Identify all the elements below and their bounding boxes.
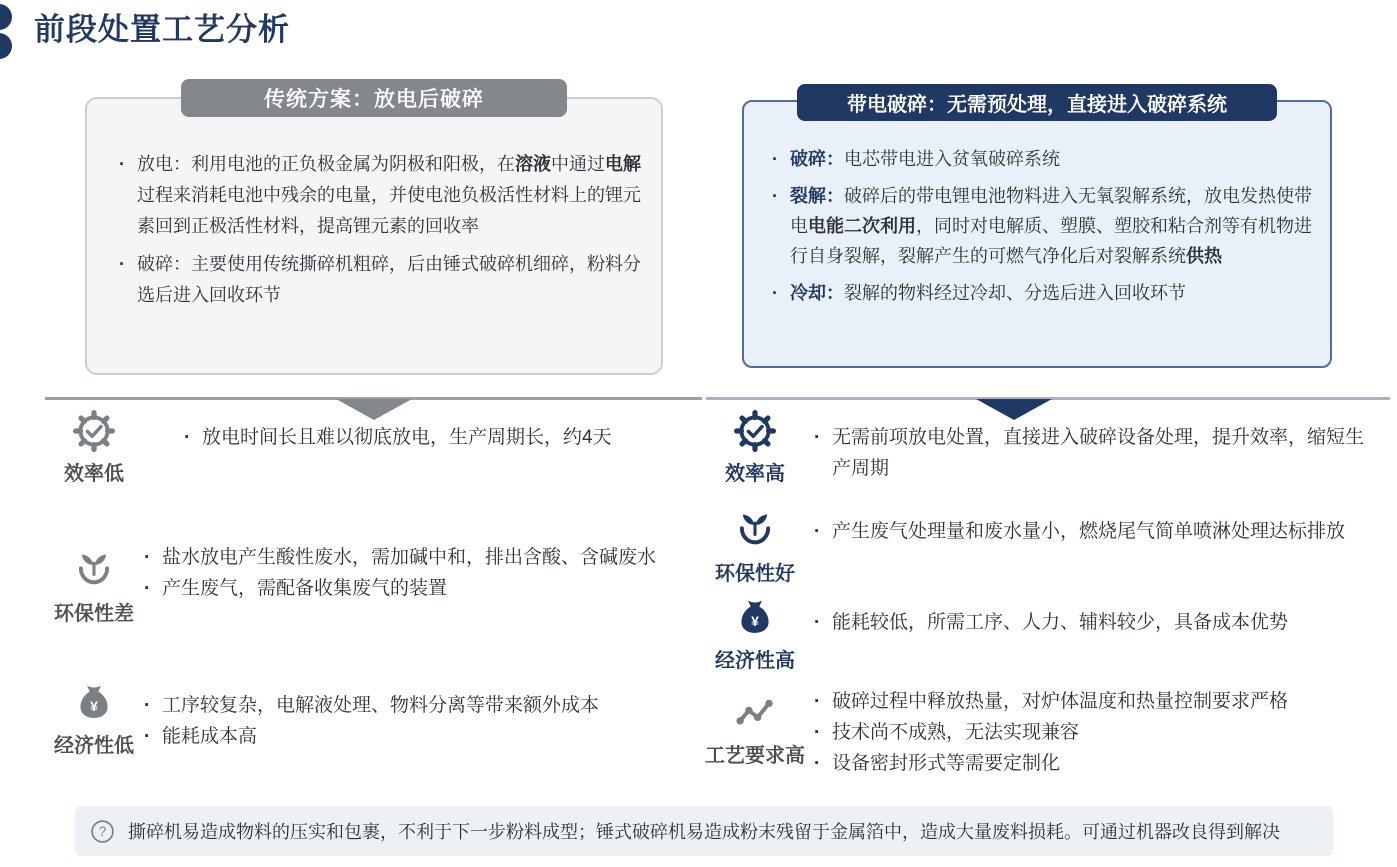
section-icon-column (700, 684, 810, 768)
bullet-text: 破碎：电芯带电进入贫氧破碎系统 (790, 149, 1060, 169)
left-section-environment (48, 538, 683, 626)
left-arrow-divider (45, 397, 702, 400)
right-section-economy (700, 597, 1395, 673)
bullet-item (117, 249, 645, 311)
bullet-text: 裂解：破碎后的带电锂电池物料进入无氧裂解系统，放电发热使带电电能二次利用，同时对电解质、塑膜、塑胶和粘合剂等有机物进行自身裂解，裂解产生的可燃气净化后对裂解系统供热 (790, 186, 1312, 266)
bullet-text: 放电：利用电池的正负极金属为阴极和阳极，在溶液中通过电解过程来消耗电池中残余的电量，并使电池负极活性材料上的锂元素回到正极活性材料，提高锂元素的回收率 (137, 154, 641, 236)
bullet-item: · 能耗成本高 (140, 721, 599, 752)
section-bullet-list (180, 410, 612, 453)
left-section-economy (48, 682, 683, 758)
bullet-item: · 盐水放电产生酸性废水，需加碱中和，排出含酸、含碱废水 (140, 542, 656, 573)
charged-card-badge: 带电破碎：无需预处理，直接进入破碎系统 (797, 84, 1277, 121)
right-section-process-requirement (700, 684, 1395, 779)
section-icon-column (700, 506, 810, 586)
plant-icon (734, 510, 776, 552)
section-icon-column (48, 410, 140, 486)
section-icon-column (700, 597, 810, 673)
question-icon (89, 818, 116, 845)
bullet-item: · 无需前项放电处置，直接进入破碎设备处理，提升效率，缩短生产周期 (810, 422, 1370, 484)
section-bullet-list (810, 506, 1345, 547)
money-bag-icon (73, 682, 115, 724)
bullet-item: · 技术尚不成熟，无法实现兼容 (810, 717, 1288, 748)
bullet-item: · 产生废气处理量和废水量小，燃烧尾气简单喷淋处理达标排放 (810, 516, 1345, 547)
bullet-item (770, 144, 1316, 174)
traditional-process-card (85, 97, 663, 375)
plant-icon (73, 550, 115, 592)
bullet-item: · 产生废气，需配备收集废气的装置 (140, 573, 656, 604)
trend-zigzag-icon (734, 692, 776, 734)
section-icon-column (48, 538, 140, 626)
bullet-text: 冷却：裂解的物料经过冷却、分选后进入回收环节 (790, 283, 1186, 303)
footnote-text: 撕碎机易造成物料的压实和包裹，不利于下一步粉料成型；锤式破碎机易造成粉末残留于金属箔中，造成大量废料损耗。可通过机器改良得到解决 (128, 822, 1280, 842)
title-accent-mark (0, 4, 16, 60)
bullet-item (117, 149, 645, 242)
accent-dot (0, 33, 12, 59)
section-bullet-list (810, 410, 1370, 484)
page-title: 前段处置工艺分析 (34, 12, 290, 47)
right-section-efficiency (700, 410, 1395, 486)
section-label: 经济性低 (54, 735, 134, 757)
money-bag-icon (734, 597, 776, 639)
right-arrow-divider (706, 397, 1390, 400)
section-icon-column (48, 682, 140, 758)
bullet-item: · 工序较复杂，电解液处理、物料分离等带来额外成本 (140, 690, 599, 721)
traditional-card-badge: 传统方案：放电后破碎 (181, 79, 567, 117)
accent-dot (0, 4, 12, 30)
section-label: 效率低 (64, 463, 124, 485)
bullet-item: · 破碎过程中释放热量，对炉体温度和热量控制要求严格 (810, 686, 1288, 717)
charged-crushing-card (742, 100, 1332, 368)
right-section-environment (700, 506, 1395, 586)
left-section-efficiency (48, 410, 683, 486)
footnote-bar (75, 806, 1333, 856)
section-bullet-list (140, 538, 656, 604)
bullet-item: · 放电时间长且难以彻底放电，生产周期长，约4天 (180, 422, 612, 453)
section-bullet-list (140, 682, 599, 752)
bullet-item (770, 278, 1316, 308)
section-icon-column (700, 410, 810, 486)
section-label: 环保性好 (715, 563, 795, 585)
bullet-item: · 能耗较低，所需工序、人力、辅料较少，具备成本优势 (810, 607, 1288, 638)
charged-bullet-list (744, 102, 1330, 308)
section-bullet-list (810, 684, 1288, 779)
section-label: 经济性高 (715, 650, 795, 672)
bullet-text: 破碎：主要使用传统撕碎机粗碎，后由锤式破碎机细碎，粉料分选后进入回收环节 (137, 254, 641, 305)
section-bullet-list (810, 597, 1288, 638)
gear-check-icon (73, 410, 115, 452)
section-label: 效率高 (725, 463, 785, 485)
traditional-bullet-list (87, 99, 661, 311)
bullet-item: · 设备密封形式等需要定制化 (810, 748, 1288, 779)
bullet-item (770, 181, 1316, 271)
section-label: 环保性差 (54, 603, 134, 625)
section-label: 工艺要求高 (705, 745, 805, 767)
gear-check-icon (734, 410, 776, 452)
